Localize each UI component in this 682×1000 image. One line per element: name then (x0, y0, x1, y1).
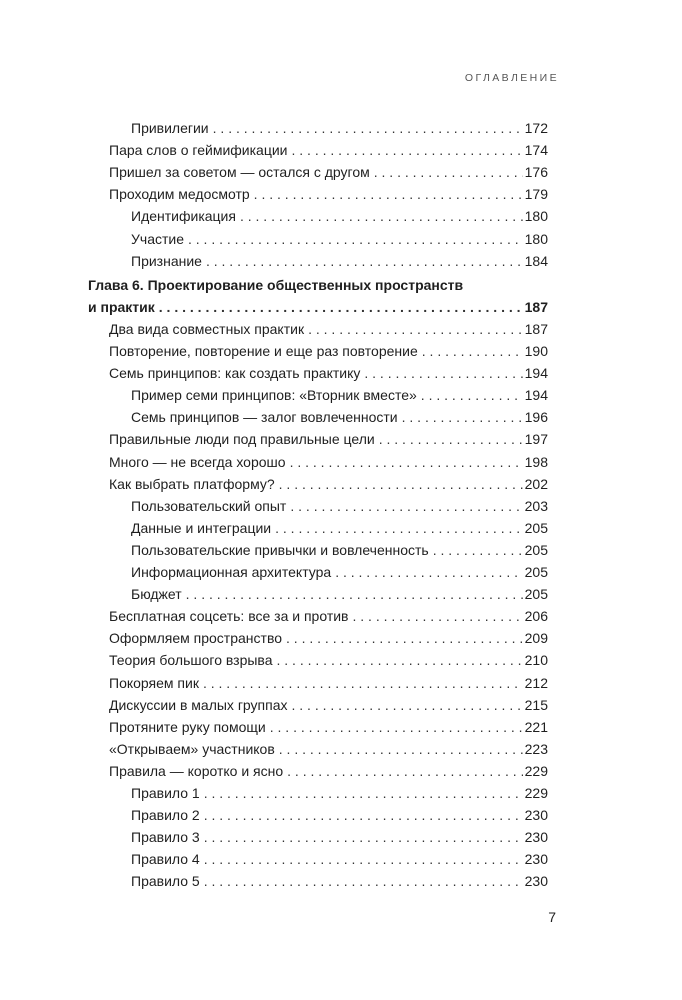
toc-entry-page: 179 (524, 186, 548, 203)
toc-entry-title: Теория большого взрыва (109, 652, 273, 669)
toc-entry-title: Участие (131, 230, 184, 247)
toc-entry-title: Пара слов о геймификации (109, 142, 288, 159)
toc-entry-page: 194 (524, 387, 548, 404)
toc-entry-title: Повторение, повторение и еще раз повторение (109, 343, 418, 359)
toc-entry[interactable] (109, 674, 548, 692)
toc-entry-page: 180 (524, 230, 548, 247)
toc-entry-page: 223 (524, 740, 548, 757)
toc-entry-title: Пример семи принципов: «Вторник вместе» (131, 387, 417, 404)
toc-entry[interactable] (131, 563, 548, 581)
toc-entry-title: и практик (88, 298, 155, 315)
dot-leader (421, 386, 523, 404)
toc-entry[interactable] (131, 230, 548, 248)
toc-entry-title: Пользовательские привычки и вовлеченность (131, 541, 429, 558)
toc-entry-page: 196 (524, 409, 548, 426)
dot-leader (188, 230, 523, 248)
toc-entry-title: Правило 1 (131, 785, 200, 801)
toc-entry[interactable] (109, 629, 548, 647)
toc-entry-page: 212 (524, 674, 548, 691)
toc-entry-page: 205 (524, 541, 548, 558)
toc-entry-title: Протяните руку помощи (109, 718, 266, 735)
toc-entry[interactable] (109, 185, 548, 203)
toc-entry-title: Бесплатная соцсеть: все за и против (109, 608, 349, 625)
toc-entry-page: 205 (524, 519, 548, 536)
toc-entry[interactable] (109, 696, 548, 714)
toc-entry-page: 230 (524, 829, 548, 846)
toc-entry-page: 210 (524, 652, 548, 669)
dot-leader (203, 674, 523, 692)
toc-entry[interactable] (109, 475, 548, 493)
toc-entry-title: Семь принципов — залог вовлеченности (131, 409, 398, 426)
toc-entry[interactable] (131, 828, 548, 846)
toc-entry-page: 174 (524, 142, 548, 159)
toc-entry-page: 206 (524, 608, 548, 625)
chapter-title-continued[interactable] (88, 298, 548, 316)
toc-entry-title: Данные и интеграции (131, 519, 272, 536)
toc-entry-page: 190 (524, 343, 548, 359)
toc-entry-page: 205 (524, 586, 548, 603)
toc-entry[interactable] (131, 784, 548, 802)
toc-entry[interactable] (109, 740, 548, 758)
dot-leader (204, 850, 523, 868)
toc-entry-page: 180 (524, 208, 548, 225)
toc-entry-title: Бюджет (131, 586, 182, 603)
dot-leader (204, 806, 523, 824)
dot-leader (275, 519, 523, 537)
toc-entry[interactable] (131, 872, 548, 890)
toc-entry-title: Пришел за советом — остался с другом (109, 164, 370, 181)
toc-entry-title: Правило 4 (131, 851, 200, 868)
dot-leader (290, 453, 523, 471)
toc-entry[interactable] (131, 386, 548, 404)
dot-leader (402, 408, 523, 426)
dot-leader (290, 497, 522, 515)
dot-leader (254, 185, 523, 203)
toc-entry[interactable] (131, 541, 548, 559)
toc-entry[interactable] (131, 497, 548, 515)
toc-entry-page: 187 (524, 298, 548, 315)
toc-entry[interactable] (109, 607, 548, 625)
toc-entry[interactable] (109, 320, 548, 338)
toc-entry[interactable] (131, 519, 548, 537)
dot-leader (186, 585, 523, 603)
toc-entry[interactable] (109, 342, 548, 360)
chapter-title[interactable]: Глава 6. Проектирование общественных пространств (88, 276, 464, 293)
dot-leader (279, 740, 523, 758)
toc-entry[interactable] (109, 163, 548, 181)
toc-entry[interactable] (109, 651, 548, 669)
toc-entry-page: 187 (524, 320, 548, 337)
dot-leader (159, 298, 523, 316)
toc-entry[interactable] (109, 141, 548, 159)
toc-entry-title: Привилегии (131, 120, 209, 136)
toc-entry-title: Правило 3 (131, 829, 200, 846)
dot-leader (364, 364, 522, 382)
toc-entry-page: 176 (524, 164, 548, 181)
toc-entry-title: Правила — коротко и ясно (109, 762, 284, 779)
toc-entry-title: Информационная архитектура (131, 564, 332, 580)
toc-entry-title: Покоряем пик (109, 674, 199, 691)
toc-entry-page: 230 (524, 851, 548, 868)
toc-entry[interactable] (109, 762, 548, 780)
dot-leader (240, 207, 523, 225)
toc-entry-page: 172 (524, 120, 548, 136)
toc-entry-title: Правило 5 (131, 873, 200, 890)
toc-entry[interactable] (131, 252, 548, 270)
toc-entry-title: Идентификация (131, 208, 236, 225)
toc-entry-page: 229 (524, 785, 548, 801)
toc-entry-title: Два вида совместных практик (109, 320, 305, 337)
toc-entry[interactable] (131, 207, 548, 225)
toc-entry-page: 202 (524, 475, 548, 492)
dot-leader (204, 828, 523, 846)
toc-entry-page: 209 (524, 630, 548, 647)
toc-entry-page: 230 (524, 807, 548, 824)
toc-entry[interactable] (131, 806, 548, 824)
dot-leader (379, 430, 523, 448)
dot-leader (276, 651, 522, 669)
toc-entry-title: Проходим медосмотр (109, 186, 250, 203)
toc-entry-title: Оформляем пространство (109, 630, 283, 647)
dot-leader (353, 607, 523, 625)
toc-entry-title: «Открываем» участников (109, 740, 275, 757)
dot-leader (270, 718, 523, 736)
toc-entry[interactable] (109, 430, 548, 448)
dot-leader (422, 342, 523, 360)
dot-leader (292, 696, 523, 714)
toc-entry[interactable] (131, 408, 548, 426)
toc-entry[interactable] (109, 718, 548, 736)
toc-entry-title: Как выбрать платформу? (109, 475, 275, 492)
toc-entry[interactable] (131, 850, 548, 868)
dot-leader (287, 762, 523, 780)
toc-entry[interactable] (131, 119, 548, 137)
toc-entry-title: Правильные люди под правильные цели (109, 431, 375, 448)
toc-entry-title: Пользовательский опыт (131, 497, 287, 514)
page-number: 7 (548, 909, 556, 925)
toc-entry-title: Семь принципов: как создать практику (109, 365, 361, 382)
toc-entry-title: Правило 2 (131, 807, 200, 824)
dot-leader (292, 141, 523, 159)
dot-leader (433, 541, 523, 559)
toc-entry-title: Много — не всегда хорошо (109, 453, 286, 470)
toc-entry[interactable] (109, 453, 548, 471)
dot-leader (213, 119, 523, 137)
dot-leader (204, 784, 523, 802)
dot-leader (335, 563, 522, 581)
toc-entry-page: 229 (524, 762, 548, 779)
toc-entry-page: 194 (524, 365, 548, 382)
dot-leader (374, 163, 523, 181)
toc-entry-page: 221 (524, 718, 548, 735)
toc-entry-page: 230 (524, 873, 548, 890)
toc-entry-title: Дискуссии в малых группах (109, 696, 288, 713)
toc-entry-page: 203 (524, 497, 548, 514)
dot-leader (279, 475, 523, 493)
toc-entry[interactable] (109, 364, 548, 382)
running-header: ОГЛАВЛЕНИЕ (464, 72, 559, 84)
dot-leader (206, 252, 523, 270)
toc-entry-page: 205 (524, 564, 548, 580)
dot-leader (204, 872, 523, 890)
toc-entry-page: 184 (524, 252, 548, 269)
toc-entry-page: 198 (524, 453, 548, 470)
toc-entry-page: 197 (524, 431, 548, 448)
dot-leader (308, 320, 523, 338)
toc-entry[interactable] (131, 585, 548, 603)
dot-leader (286, 629, 523, 647)
toc-entry-page: 215 (524, 696, 548, 713)
toc-entry-title: Признание (131, 252, 202, 269)
